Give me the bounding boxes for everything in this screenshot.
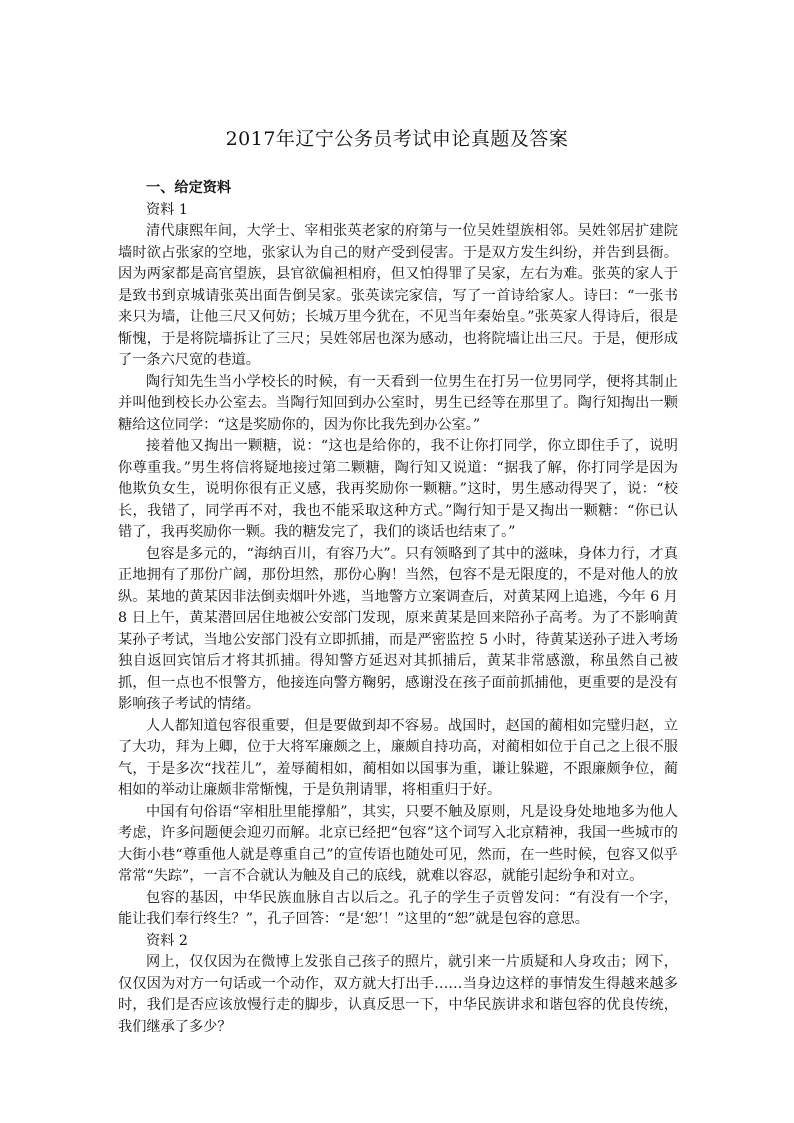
section-heading: 一、给定资料 <box>146 180 232 196</box>
material-1-paragraph: 中国有句俗语“宰相肚里能撑船”，其实，只要不触及原则，凡是设身处地地多为他人考虑，许多问题便会迎刃而解。北京已经把“包容”这个词写入北京精神，我国一些城市的大街小巷“尊重他人就是尊重自己”的宣传语也随处可见，然而，在一些时候，包容又似乎常常“失踪”，一言不合就认为触及自己的底线，就难以容忍，就能引起纷争和对立。 <box>118 803 678 884</box>
document-title: 2017年辽宁公务员考试申论真题及答案 <box>225 128 569 150</box>
material-1-paragraph: 人人都知道包容很重要，但是要做到却不容易。战国时，赵国的蔺相如完璧归赵，立了大功，拜为上卿，位于大将军廉颇之上，廉颇自持功高，对蔺相如位于自己之上很不服气，于是多次“找茬儿”，羞辱蔺相如，蔺相如以国事为重，谦让躲避，不跟廉颇争位，蔺相如的举动让廉颇非常惭愧，于是负荆请罪，将相重归于好。 <box>118 717 678 798</box>
material-1-label: 资料 1 <box>146 201 188 218</box>
document-body <box>118 178 678 1038</box>
material-2-label: 资料 2 <box>146 932 188 949</box>
material-1-paragraph: 接着他又掏出一颗糖，说：“这也是给你的，我不让你打同学，你立即住手了，说明你尊重我。”男生将信将疑地接过第二颗糖，陶行知又说道：“据我了解，你打同学是因为他欺负女生，说明你很有正义感，我再奖励你一颗糖。”这时，男生感动得哭了，说：“校长，我错了，同学再不对，我也不能采取这种方式。”陶行知于是又掏出一颗糖：“你已认错了，我再奖励你一颗。我的糖发完了，我们的谈话也结束了。” <box>118 438 678 540</box>
material-1-paragraph: 包容是多元的，“海纳百川，有容乃大”。只有领略到了其中的滋味，身体力行，才真正地拥有了那份广阔，那份坦然，那份心胸！当然，包容不是无限度的，不是对他人的放纵。某地的黄某因非法倒卖烟叶外逃，当地警方立案调查后，对黄某网上追逃，今年 6 月 8 日上午，黄某潜回居住地被公安部门发现，原来黄某是回来陪孙子高考。为了不影响黄某孙子考试，当地公安部门没有立即抓捕，而是严密监控 5 小时，待黄某送孙子进入考场独自返回宾馆后才将其抓捕。得知警方延迟对其抓捕后，黄某非常感激，称虽然自己被抓，但一点也不恨警方，他接连向警方鞠躬，感谢没在孩子面前抓捕他，更重要的是没有影响孩子考试的情绪。 <box>118 545 678 712</box>
material-1-paragraph: 包容的基因，中华民族血脉自古以后之。孔子的学生子贡曾发问：“有没有一个字，能让我们奉行终生？”，孔子回答：“是‘恕’！”这里的“恕”就是包容的意思。 <box>118 889 678 927</box>
material-1-paragraph: 陶行知先生当小学校长的时候，有一天看到一位男生在打另一位男同学，便将其制止并叫他到校长办公室去。当陶行知回到办公室时，男生已经等在那里了。陶行知掏出一颗糖给这位同学：“这是奖励你的，因为你比我先到办公室。” <box>118 373 678 433</box>
material-1-paragraph: 清代康熙年间，大学士、宰相张英老家的府第与一位吴姓望族相邻。吴姓邻居扩建院墙时欲占张家的空地，张家认为自己的财产受到侵害。于是双方发生纠纷，并告到县衙。因为两家都是高官望族，县官欲偏袒相府，但又怕得罪了吴家，左右为难。张英的家人于是致书到京城请张英出面告倒吴家。张英读完家信，写了一首诗给家人。诗曰：“一张书来只为墙，让他三尺又何妨；长城万里今犹在，不见当年秦始皇。”张英家人得诗后，很是惭愧，于是将院墙拆让了三尺；吴姓邻居也深为感动，也将院墙让出三尺。于是，便形成了一条六尺宽的巷道。 <box>118 223 678 368</box>
material-2-paragraph: 网上，仅仅因为在微博上发张自己孩子的照片，就引来一片质疑和人身攻击；网下，仅仅因为对方一句话或一个动作，双方就大打出手……当身边这样的事情发生得越来越多时，我们是否应该放慢行走的脚步，认真反思一下，中华民族讲求和谐包容的优良传统，我们继承了多少？ <box>118 954 678 1035</box>
